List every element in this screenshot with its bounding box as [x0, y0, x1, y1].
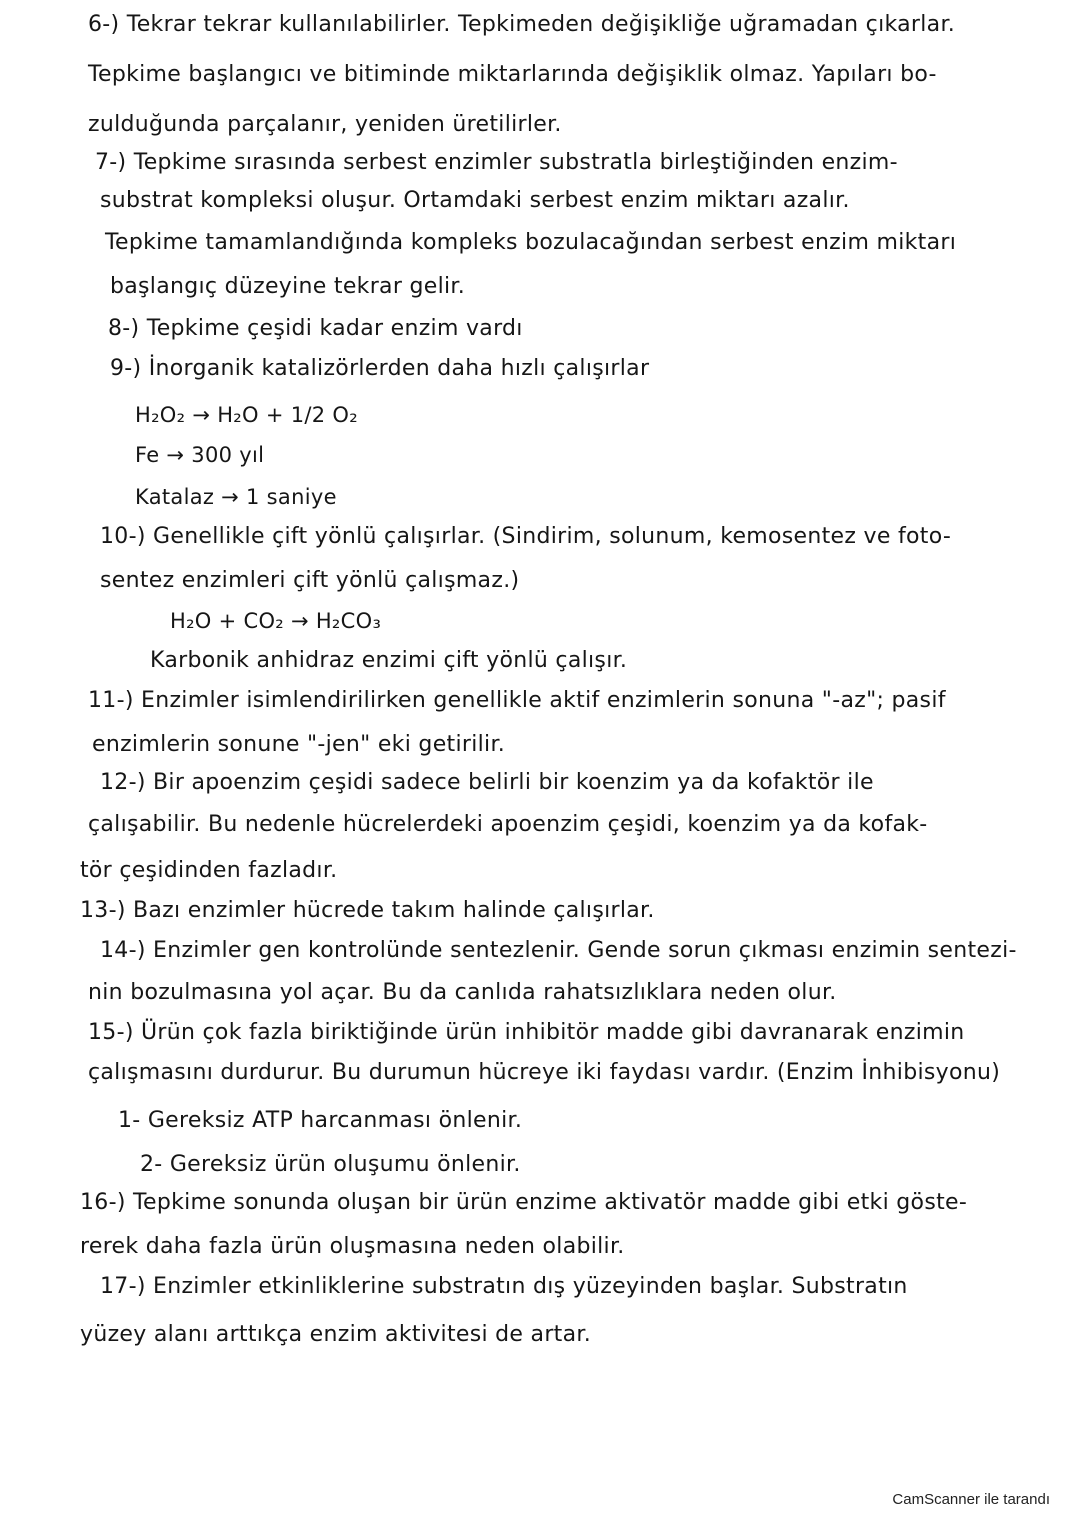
note-line: zulduğunda parçalanır, yeniden üretilirler. [88, 112, 562, 137]
note-line: tör çeşidinden fazladır. [80, 858, 338, 883]
note-line: 9-) İnorganik katalizörlerden daha hızlı çalışırlar [110, 356, 650, 381]
note-line: 2- Gereksiz ürün oluşumu önlenir. [140, 1152, 521, 1177]
formula-line: H₂O₂ → H₂O + 1/2 O₂ [135, 403, 358, 427]
note-line: rerek daha fazla ürün oluşmasına neden olabilir. [80, 1234, 625, 1259]
note-line: 7-) Tepkime sırasında serbest enzimler substratla birleştiğinden enzim- [95, 150, 898, 175]
note-line: 11-) Enzimler isimlendirilirken genellikle aktif enzimlerin sonuna "-az"; pasif [88, 688, 946, 713]
note-line: 10-) Genellikle çift yönlü çalışırlar. (Sindirim, solunum, kemosentez ve foto- [100, 524, 952, 549]
note-line: substrat kompleksi oluşur. Ortamdaki serbest enzim miktarı azalır. [100, 188, 850, 213]
note-line: Tepkime başlangıcı ve bitiminde miktarlarında değişiklik olmaz. Yapıları bo- [88, 62, 937, 87]
scanner-watermark: CamScanner ile tarandı [892, 1491, 1050, 1508]
note-line: çalışabilir. Bu nedenle hücrelerdeki apoenzim çeşidi, koenzim ya da kofak- [88, 812, 928, 837]
note-line: Karbonik anhidraz enzimi çift yönlü çalışır. [150, 648, 628, 673]
note-line: 1- Gereksiz ATP harcanması önlenir. [118, 1108, 523, 1133]
note-line: yüzey alanı arttıkça enzim aktivitesi de artar. [80, 1322, 592, 1347]
formula-line: Fe → 300 yıl [135, 443, 265, 467]
note-line: 12-) Bir apoenzim çeşidi sadece belirli bir koenzim ya da kofaktör ile [100, 770, 874, 795]
note-line: 15-) Ürün çok fazla biriktiğinde ürün inhibitör madde gibi davranarak enzimin [88, 1020, 965, 1045]
note-line: 6-) Tekrar tekrar kullanılabilirler. Tepkimeden değişikliğe uğramadan çıkarlar. [88, 12, 956, 37]
note-line: 17-) Enzimler etkinliklerine substratın dış yüzeyinden başlar. Substratın [100, 1274, 908, 1299]
note-line: 14-) Enzimler gen kontrolünde sentezlenir. Gende sorun çıkması enzimin sentezi- [100, 938, 1017, 963]
note-line: 16-) Tepkime sonunda oluşan bir ürün enzime aktivatör madde gibi etki göste- [80, 1190, 968, 1215]
formula-line: H₂O + CO₂ → H₂CO₃ [170, 609, 382, 633]
note-line: başlangıç düzeyine tekrar gelir. [110, 274, 466, 299]
note-line: sentez enzimleri çift yönlü çalışmaz.) [100, 568, 520, 593]
note-line: nin bozulmasına yol açar. Bu da canlıda rahatsızlıklara neden olur. [88, 980, 837, 1005]
note-line: çalışmasını durdurur. Bu durumun hücreye iki faydası vardır. (Enzim İnhibisyonu) [88, 1060, 1001, 1085]
note-line: 8-) Tepkime çeşidi kadar enzim vardı [108, 316, 523, 341]
note-line: enzimlerin sonune "-jen" eki getirilir. [92, 732, 506, 757]
note-line: Tepkime tamamlandığında kompleks bozulacağından serbest enzim miktarı [105, 230, 957, 255]
note-line: 13-) Bazı enzimler hücrede takım halinde çalışırlar. [80, 898, 655, 923]
formula-line: Katalaz → 1 saniye [135, 485, 337, 509]
